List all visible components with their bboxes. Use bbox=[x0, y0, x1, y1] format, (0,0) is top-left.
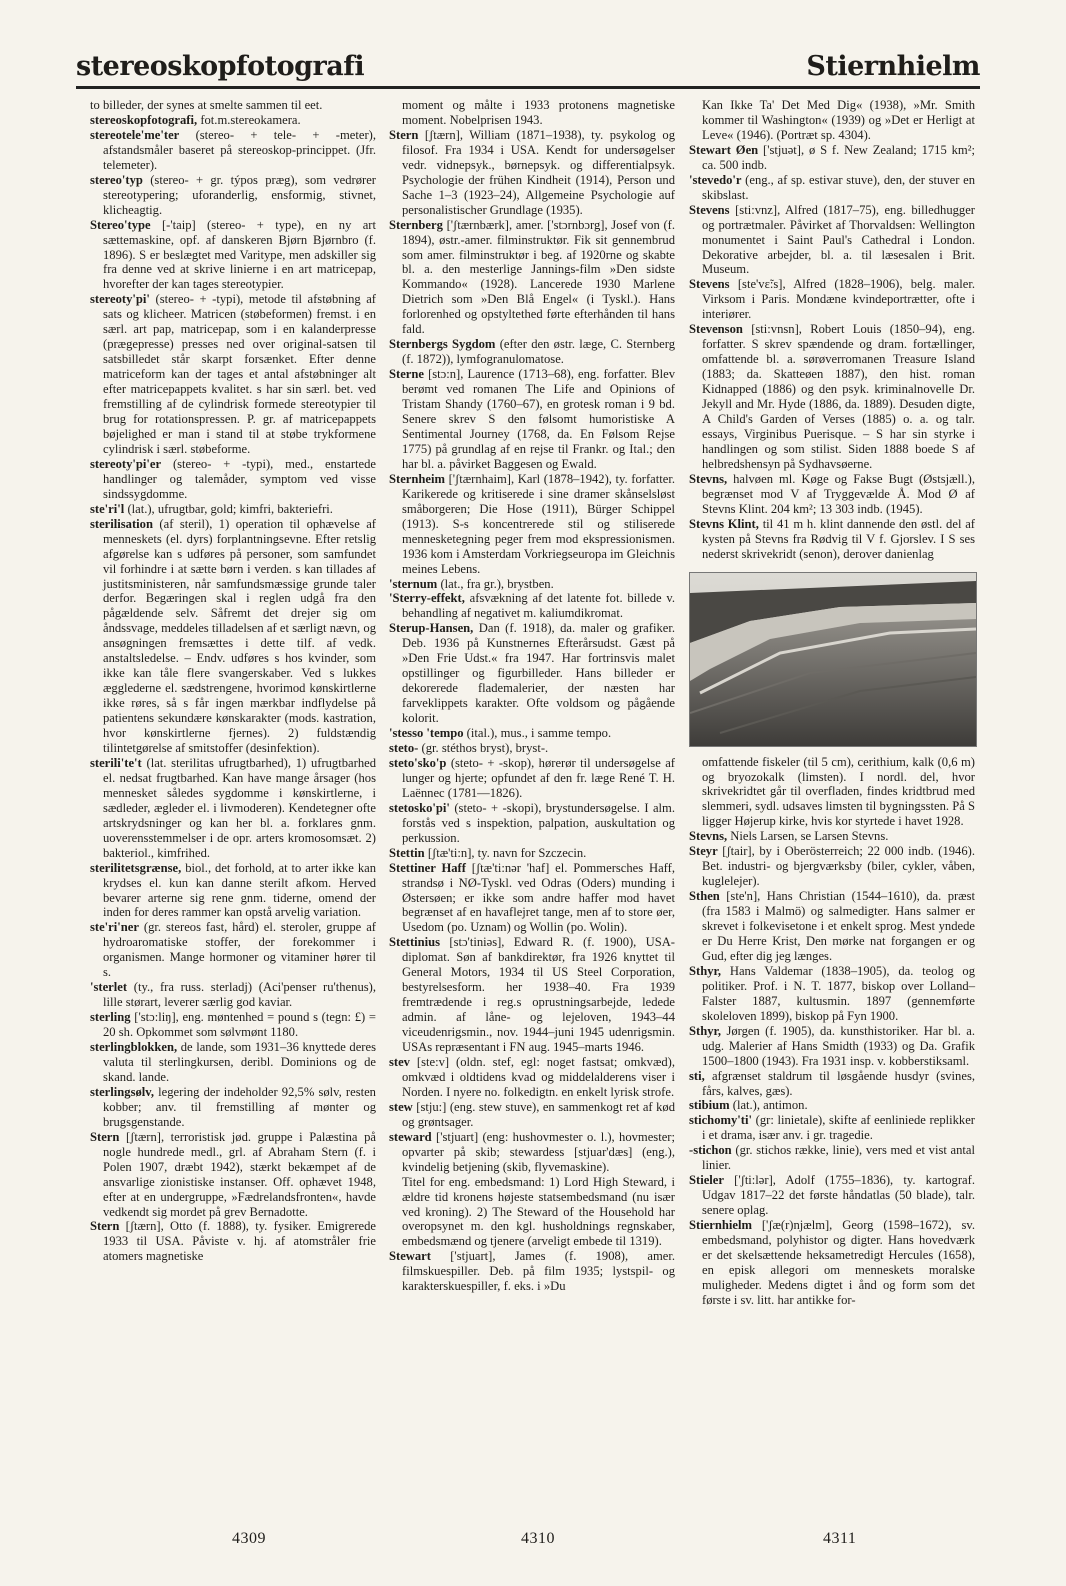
dictionary-entry bbox=[689, 472, 975, 517]
entry-definition: (lat.), ufrugtbar, gold; kimfri, bakteriefri. bbox=[127, 501, 333, 516]
entry-definition: [stɔ'tiniəs], Edward R. (f. 1900), USA-diplomat. Søn af bankdirektør, fra 1926 knyttet til General Motors, 1934 til US Steel Corporation, bestyrelsesform. her 1938–40. Fra 1939 fremtrædende i reg.s oprustningsarbejde, ledede admin. af låne- og lejeloven, 1943–44 viceudenrigsmin., nov. 1944–juni 1945 udenrigsmin. USAs repræsentant i FN aug. 1945–marts 1946. bbox=[402, 935, 675, 1055]
entry-headword: stichomy'ti' bbox=[689, 1113, 752, 1128]
entry-headword: Stevens bbox=[689, 202, 730, 217]
entry-definition: (gr. stéthos bryst), bryst-. bbox=[421, 740, 549, 755]
page-number-3: 4311 bbox=[823, 1530, 857, 1547]
entry-headword: Stieler bbox=[689, 1173, 724, 1188]
dictionary-entry bbox=[389, 741, 675, 756]
page-number-2: 4310 bbox=[521, 1530, 555, 1547]
entry-definition: Titel for eng. embedsmand: 1) Lord High Steward, i ældre tid kronens højeste statsembedsmand (nu især ved kroning). 2) The Steward of the Household har overopsynet m. den kgl. husholdnings regnskaber, embedsmænd og tjenere (arveligt embede til 1319). bbox=[402, 1174, 675, 1249]
entry-headword: stibium bbox=[689, 1098, 730, 1113]
dictionary-entry bbox=[689, 322, 975, 472]
entry-headword: Sterne bbox=[389, 367, 424, 382]
dictionary-entry bbox=[689, 889, 975, 964]
entry-definition: (steto- + -skopi), brystundersøgelse. I alm. forstås ved s inspektion, palpation, auskultation og perkussion. bbox=[402, 800, 675, 845]
dictionary-entry bbox=[689, 277, 975, 322]
entry-headword: stereotele'me'ter bbox=[90, 127, 180, 142]
entry-definition: (gr. stichos række, linie), vers med et vist antal linier. bbox=[702, 1143, 975, 1173]
entry-definition: (stereo- + -typi), metode til afstøbning af sats og klicheer. Matricen (støbeformen) fremst. i en særl. art pap, matricepap, som i en kalanderpresse (prægepresse) presses ned over original-satsen til satsbilledet står skarpt forsænket. Efter denne matriceform kan der tages et antal afstøbninger alt efter matricepappets kvalitet. s har sin særl. bet. ved fremstilling af de cylindrisk formede stereotypier til brug for rotationspressen. P. gr. af matricepappets bøjelighed er man i stand til at støbe trykformene cylindrisk i særl. støbeforme. bbox=[103, 292, 377, 456]
entry-headword: Stettiner Haff bbox=[389, 860, 466, 875]
entry-headword: Stettinius bbox=[389, 935, 441, 950]
entry-definition: to billeder, der synes at smelte sammen til eet. bbox=[90, 98, 323, 112]
entry-headword: sterili'te't bbox=[90, 755, 142, 770]
entry-headword: sterlingblokken, bbox=[90, 1040, 178, 1055]
entry-headword: ste'ri'ner bbox=[90, 920, 139, 935]
dictionary-entry bbox=[90, 1010, 376, 1040]
entry-definition: (lat., fra gr.), brystben. bbox=[440, 576, 554, 591]
entry-headword: 'stesso 'tempo bbox=[389, 726, 464, 741]
entry-definition: (efter den østr. læge, C. Sternberg (f. 1872)), lymfogranulomatose. bbox=[402, 337, 675, 367]
dictionary-entry bbox=[689, 1069, 975, 1099]
entry-definition: fot.m.stereokamera. bbox=[200, 112, 301, 127]
dictionary-entry bbox=[389, 861, 675, 936]
entry-definition: [sti:vnz], Alfred (1817–75), eng. billedhugger og portrætmaler. Påvirket af Thorvaldsen: Wellington monumentet i Saint Paul's Cathedral i London. Dekorative arbejder, bl. a. til læsesalen i Brit. Museum. bbox=[702, 202, 976, 277]
entry-headword: Sthyr, bbox=[689, 963, 722, 978]
dictionary-entry bbox=[90, 457, 376, 502]
entry-definition: afgrænset staldrum til løsgående husdyr (svines, fårs, kalves, gæs). bbox=[702, 1068, 975, 1098]
entry-headword: stereo'typ bbox=[90, 172, 143, 187]
dictionary-entry bbox=[389, 935, 675, 1055]
entry-definition: [ste'n], Hans Christian (1544–1610), da. præst (fra 1583 i Malmö) og salmedigter. Hans salmer er skrevet i folkevisetone i et enkelt sprog. Mest yndede er Du Herre Krist, Den mørke nat forgangen er og Gud, efter dig jeg længes. bbox=[702, 889, 975, 963]
entry-definition: Kan Ikke Ta' Det Med Dig« (1938), »Mr. Smith kommer til Washington« (1939) og »Det er Herligt at Leve« (1946). (Portræt sp. 4304). bbox=[702, 98, 975, 142]
entry-definition: [sti:vnsn], Robert Louis (1850–94), eng. forfatter. S skrev spændende og dram. fortællinger, omfattende bl. a. sørøverromanen Treasure Island (1883; da. Skatteøen 1887), den hist. roman Kidnapped (1886) og den psyk. kriminalnovelle Dr. Jekyll and Mr. Hyde (1886, da. 1889). Desuden digte, A Child's Garden of Verses (1885) o. a. og talr. essays, Virginibus Puerisque. – S har sin styrke i handlingen og som stilist. Siden 1888 boede S af helbredshensyn på Sydhavsøerne. bbox=[702, 322, 975, 471]
dictionary-entry bbox=[90, 98, 376, 113]
entry-headword: stew bbox=[389, 1099, 413, 1114]
dictionary-entry bbox=[90, 218, 376, 293]
entry-definition: (af steril), 1) operation til ophævelse af menneskets (el. dyrs) forplantningsevne. Efter retslig afgørelse kan s udføres på personer, som samfundet vil forhindre i at sætte børn i verden. s kan tillades af justitsministeren, når samfundsmæssige grunde taler derfor. Begæringen skal i reglen udgå fra den pågældende selv. Såfremt det drejer sig om åndssvage, meddeles tilladelsen af et særligt nævn, og ansøgningen fremsættes i dette tilf. af vedk. anstaltsledelse. – Endv. udføres s hos kvinder, som ikke kan tåle flere svangerskaber. Ved s lukkes ægglederne el. sædstrengene, hvorimod kønskirtlerne ikke røres, så s får ingen mærkbar indflydelse på patientens sekundære kønskarakter (mods. kastration, hvor kønskirtlerne fjernes). 2) fuldstændig tilintetgørelse af smitstoffer (desinfektion). bbox=[103, 516, 376, 755]
entry-definition: [ʃtærn], William (1871–1938), ty. psykolog og filosof. Fra 1934 i USA. Kendt for undersøgelser vedr. vidnepsyk., børnepsyk. og differentialpsyk. Psychologie der frühen Kindheit (1914), Person und Sache 1–3 (1923–24), Allgemeine Psychologie auf personalistischer Grundlage (1935). bbox=[402, 127, 675, 217]
entry-headword: Sthyr, bbox=[689, 1023, 722, 1038]
dictionary-entry bbox=[389, 218, 675, 338]
entry-definition: Dan (f. 1918), da. maler og grafiker. Deb. 1936 på Kunstnernes Efterårsudst. Gæst på »Den Frie Udst.« fra 1947. Har fortrinsvis malet opstillinger og figurbilleder. Hans billeder er dekorerede flademalerier, der næsten har farveklippets karakter. Ofte voldsom og pågående kolorit. bbox=[402, 621, 675, 726]
entry-definition: [stɔ:n], Laurence (1713–68), eng. forfatter. Blev berømt ved romanen The Life and Opinions of Tristam Shandy (1760–67), en grotesk roman i 9 bd. Senere skrev S den følsomt humoristiske A Sentimental Journey (1768, da. En Følsom Rejse 1775) på grundlag af en rejse til Frankr. og Ital.; den har bl. a. påvirket Baggesen og Ewald. bbox=[402, 367, 675, 471]
dictionary-entry bbox=[90, 517, 376, 756]
entry-headword: 'Sterry-effekt, bbox=[389, 591, 465, 606]
entry-definition: de lande, som 1931–36 knyttede deres valuta til sterlingkursen, deribl. Dominions og de skand. lande. bbox=[103, 1040, 376, 1084]
entry-definition: [ʃtæ'ti:n], ty. navn for Szczecin. bbox=[427, 845, 587, 860]
entry-definition: (gr. stereos fast, hård) el. steroler, gruppe af hydroaromatiske stoffer, der forekommer i organismen. Mange hormoner og vitaminer hører til s. bbox=[103, 920, 376, 980]
dictionary-entry bbox=[389, 756, 675, 801]
dictionary-entry bbox=[389, 577, 675, 592]
entry-headword: Steyr bbox=[689, 844, 718, 859]
entry-definition: biol., det forhold, at to arter ikke kan krydses el. kun kan danne sterilt afkom. Herved bevarer arterne sig rene gnm. tiderne, omend der inden for deres rammer kan opstå arvelig variation. bbox=[103, 860, 376, 920]
entry-headword: Stewart Øen bbox=[689, 142, 759, 157]
entry-definition: [ʃtair], by i Oberösterreich; 22 000 indb. (1946). Bet. industri- og bjergværksby (biler, cykler, våben, kuglelejer). bbox=[702, 844, 975, 889]
dictionary-entry bbox=[389, 801, 675, 846]
entry-definition: ['stɔ:liŋ], eng. møntenhed = pound s (tegn: £) = 20 sh. Opkommet som sølvmønt 1180. bbox=[103, 1010, 376, 1040]
header-last-entry: Stiernhielm bbox=[806, 51, 980, 82]
entry-headword: sterilitetsgrænse, bbox=[90, 860, 182, 875]
dictionary-entry bbox=[689, 98, 975, 143]
entry-definition: (gr: linietale), skifte af eenliniede replikker i et drama, især anv. i gr. tragedie. bbox=[702, 1113, 975, 1143]
entry-headword: Stern bbox=[389, 127, 419, 142]
dictionary-entry bbox=[389, 1100, 675, 1130]
dictionary-entry bbox=[689, 964, 975, 1024]
entry-headword: Stern bbox=[90, 1219, 120, 1234]
entry-definition: [ʃtæ'ti:nər 'haf] el. Pommersches Haff, strandsø i NØ-Tyskl. ved Odras (Oders) munding i Østersøen; er ikke som andre haffer mod havet begrænset af en havaflejret tange, men af to store øer, Usedom (po. Uznam) og Wollin (po. Wolin). bbox=[402, 860, 675, 935]
entry-headword: Sthen bbox=[689, 889, 720, 904]
dictionary-entry bbox=[689, 1024, 975, 1069]
entry-definition: omfattende fiskeler (til 5 cm), cerithium, kalk (0,6 m) og bryozokalk (limsten). I nordl. del, hvor skrivekridtet går til overfladen, findes kridtbrud med slemmeri, sydl. udsaves limsten til bygningssten. På S ligger Højerup kirke, hvis kor styrtede i havet 1928. bbox=[702, 754, 975, 829]
dictionary-entry bbox=[90, 861, 376, 921]
entry-headword: Stereo'type bbox=[90, 217, 151, 232]
dictionary-entry bbox=[689, 1098, 975, 1113]
stevns-klint-photo bbox=[689, 572, 977, 747]
dictionary-entry bbox=[389, 1175, 675, 1250]
entry-headword: -stichon bbox=[689, 1143, 732, 1158]
entry-definition: [ste'vɛ̃:s], Alfred (1828–1906), belg. maler. Virksom i Paris. Mondæne kvindeportrætter, ofte i interiører. bbox=[702, 277, 975, 322]
entry-headword: sti, bbox=[689, 1068, 705, 1083]
entry-definition: [ʃtærn], terroristisk jød. gruppe i Palæstina på nogle hundrede medl., grl. af Abraham Stern (f. i Polen 1907, dræbt 1942), stærkt bekæmpet af de ansvarlige zionistiske instanser. Off. ophævet 1948, efter at en undergruppe, »Fædrelandsfronten«, havde vedkendt sig mordet på grev Bernadotte. bbox=[103, 1129, 376, 1219]
entry-headword: Stern bbox=[90, 1129, 120, 1144]
dictionary-entry bbox=[90, 980, 376, 1010]
entry-headword: 'stevedo'r bbox=[689, 172, 742, 187]
dictionary-entry bbox=[689, 844, 975, 889]
entry-headword: Stiernhielm bbox=[689, 1218, 752, 1233]
dictionary-entry bbox=[689, 1218, 975, 1308]
entry-definition: (steto- + -skop), hørerør til undersøgelse af lunger og hjerte; opfundet af den fr. læge René T. H. Laënnec (1781—1826). bbox=[402, 755, 675, 800]
entry-headword: stev bbox=[389, 1055, 410, 1069]
entry-definition: ['ʃæ(r)njælm], Georg (1598–1672), sv. embedsmand, polyhistor og digter. Hans hovedværk er det skelsættende heksametredigt Hercules (1658), en episk allegori om menneskets moralske muligheder. Medens digtet i ånd og form som det første i sv. litt. har antikke for- bbox=[702, 1218, 975, 1307]
entry-definition: ['stjuət], ø S f. New Zealand; 1715 km²; ca. 500 indb. bbox=[702, 142, 975, 172]
entry-headword: sterlingsølv, bbox=[90, 1084, 155, 1099]
dictionary-entry bbox=[90, 1219, 376, 1264]
dictionary-entry bbox=[389, 1249, 675, 1294]
dictionary-entry bbox=[90, 920, 376, 980]
dictionary-entry bbox=[90, 756, 376, 861]
dictionary-entry bbox=[689, 755, 975, 830]
dictionary-entry bbox=[389, 472, 675, 577]
dictionary-entry bbox=[90, 1085, 376, 1130]
entry-definition: [ʃtærn], Otto (f. 1888), ty. fysiker. Emigrerede 1933 til USA. Påviste v. hj. af atomstråler frie atomers magnetiske bbox=[103, 1219, 376, 1264]
entry-headword: Stevens bbox=[689, 277, 730, 292]
dictionary-entry bbox=[689, 517, 975, 562]
entry-definition: (eng., af sp. estivar stuve), den, der stuver en skibslast. bbox=[702, 172, 975, 202]
header-first-entry: stereoskopfotografi bbox=[76, 51, 365, 82]
dictionary-entry bbox=[389, 337, 675, 367]
dictionary-entry bbox=[689, 829, 975, 844]
entry-definition: til 41 m h. klint dannende den østl. del af kysten på Stevns fra Rødvig til V f. Gjorslev. I S ses nederst skrivekridt (senon), derover danienlag bbox=[702, 516, 975, 561]
entry-definition: afsvækning af det latente fot. billede v. behandling af negativet m. kaliumdikromat. bbox=[402, 591, 675, 621]
entry-definition: [stju:] (eng. stew stuve), en sammenkogt ret af kød og grøntsager. bbox=[402, 1099, 675, 1129]
entry-headword: 'sternum bbox=[389, 576, 438, 591]
entry-headword: Stevns Klint, bbox=[689, 516, 759, 531]
dictionary-entry bbox=[689, 1173, 975, 1218]
entry-definition: (ital.), mus., i samme tempo. bbox=[466, 726, 612, 741]
dictionary-entry bbox=[389, 846, 675, 861]
dictionary-entry bbox=[90, 113, 376, 128]
dictionary-entry bbox=[389, 726, 675, 741]
entry-definition: ['ʃtærnhaim], Karl (1878–1942), ty. forfatter. Karikerede og kritiserede i sine dramer skånselsløst småborgeren; Die Hose (1911), Bürger Schippel (1913). S-s koncentrerede stil og stiliserede mennesketegning peger frem mod ekspressionismen. 1936 kom i Amsterdam Vorkriegseuropa im Gleichnis meines Lebens. bbox=[402, 471, 675, 576]
column-1 bbox=[90, 98, 376, 1264]
entry-headword: stetosko'pi' bbox=[389, 800, 450, 815]
entry-headword: ste'ri'l bbox=[90, 501, 125, 516]
column-3-bottom bbox=[689, 755, 975, 1308]
dictionary-entry bbox=[689, 1143, 975, 1173]
entry-definition: Jørgen (f. 1905), da. kunsthistoriker. Har bl. a. udg. Malerier af Hans Smidth (1933) og Da. Grafik 1500–1800 (1943). Fra 1931 insp. v. kobberstiksaml. bbox=[702, 1023, 975, 1068]
entry-headword: Stevenson bbox=[689, 322, 743, 337]
entry-definition: legering der indeholder 92,5% sølv, resten kobber; anv. til fremstilling af mønter og brugsgenstande. bbox=[103, 1084, 376, 1129]
dictionary-entry bbox=[389, 98, 675, 128]
entry-headword: steto'sko'p bbox=[389, 755, 447, 770]
dictionary-entry bbox=[90, 1130, 376, 1220]
entry-definition: [-'taip] (stereo- + type), en ny art sættemaskine, opf. af danskeren Bjørn Bjørnbro (f. 1896). S er beslægtet med Varitype, men adskiller sig fra denne ved at skrive linierne i en art matricepap, hvorefter der kan tages stereotypier. bbox=[103, 217, 376, 292]
entry-headword: stereoty'pi' bbox=[90, 292, 150, 307]
dictionary-entry bbox=[689, 143, 975, 173]
entry-definition: ['ʃtærnbærk], amer. ['stɔrnbɔrg], Josef von (f. 1894), østr.-amer. filminstruktør. Fik sit gennembrud som amer. filminstruktør i beg. af 1920rne og skabte bl. a. den mesterlige Jannings-film »Den sidste Kommando« (1928). Lancerede 1930 Marlene Dietrich som »Den Blå Engel« (i Tyskl.). Hans forlorenhed og opstyltethed førte efterhånden til hans fald. bbox=[402, 217, 675, 337]
entry-definition: halvøen ml. Køge og Fakse Bugt (Østsjæll.), begrænset mod V af Tryggevælde Å. Mod Ø af Stevns Klint. 204 km²; 13 303 indb. (1945). bbox=[702, 471, 975, 516]
dictionary-entry bbox=[389, 367, 675, 472]
entry-definition: (stereo- + gr. týpos præg), som vedrører stereotypering; uforanderlig, ensformig, stivnet, klicheagtig. bbox=[103, 172, 376, 217]
dictionary-entry bbox=[689, 203, 975, 278]
entry-definition: Hans Valdemar (1838–1905), da. teolog og politiker. Prof. i N. T. 1877, biskop over Lolland–Falster 1887, kultusmin. 1897 (gennemførte skoleloven 1899), biskop på Fyn 1900. bbox=[702, 963, 975, 1023]
running-header bbox=[76, 40, 980, 89]
entry-headword: Stewart bbox=[389, 1249, 431, 1264]
entry-definition: [ste:v] (oldn. stef, egl: noget fastsat; omkvæd), omkvæd i oldtidens kvad og middelalderens viser i Norden. I nyere no. folkedigtn. en enkelt lyrisk strofe. bbox=[402, 1055, 675, 1099]
entry-headword: sterilisation bbox=[90, 516, 153, 531]
entry-headword: Sternbergs Sygdom bbox=[389, 337, 496, 352]
column-3-top bbox=[689, 98, 975, 562]
entry-definition: (stereo- + tele- + -meter), afstandsmåler baseret på stereoskop-princippet. (Jfr. telemeter). bbox=[103, 127, 376, 172]
dictionary-entry bbox=[90, 128, 376, 173]
entry-headword: sterling bbox=[90, 1010, 131, 1025]
dictionary-entry bbox=[389, 1055, 675, 1100]
dictionary-entry bbox=[90, 1040, 376, 1085]
entry-headword: stereoty'pi'er bbox=[90, 456, 162, 471]
entry-headword: 'sterlet bbox=[90, 980, 128, 995]
entry-headword: steto- bbox=[389, 740, 419, 755]
dictionary-entry bbox=[689, 173, 975, 203]
entry-definition: ['stjuart], James (f. 1908), amer. filmskuespiller. Deb. på film 1935; lystspil- og karakterskuespiller, f. eks. i »Du bbox=[402, 1249, 676, 1294]
entry-headword: Stettin bbox=[389, 845, 425, 860]
entry-headword: Sternberg bbox=[389, 217, 443, 232]
entry-headword: Stevns, bbox=[689, 829, 728, 844]
entry-headword: Sternheim bbox=[389, 471, 445, 486]
entry-definition: ['ʃti:lər], Adolf (1755–1836), ty. kartograf. Udgav 1817–22 det første håndatlas (50 blade), talr. senere oplag. bbox=[702, 1173, 975, 1218]
dictionary-entry bbox=[90, 502, 376, 517]
entry-definition: Niels Larsen, se Larsen Stevns. bbox=[730, 829, 889, 844]
dictionary-entry bbox=[389, 1130, 675, 1175]
entry-definition: ['stjuart] (eng: hushovmester o. l.), hovmester; opvarter på skib; stewardess [stjuar'dæs] (eng.), kvindelig betjening (skib, flyvemaskine). bbox=[402, 1129, 675, 1174]
entry-definition: moment og målte i 1933 protonens magnetiske moment. Nobelprisen 1943. bbox=[402, 98, 675, 127]
entry-headword: Sterup-Hansen, bbox=[389, 621, 474, 636]
entry-definition: (stereo- + -typi), med., enstartede handlinger og talemåder, symptom ved visse sindssygdomme. bbox=[103, 456, 376, 501]
dictionary-entry bbox=[90, 173, 376, 218]
entry-definition: (ty., fra russ. sterladj) (Aci'penser ru'thenus), lille størart, leverer særlig god kaviar. bbox=[103, 980, 376, 1010]
dictionary-entry bbox=[389, 591, 675, 621]
column-2 bbox=[389, 98, 675, 1294]
dictionary-entry bbox=[389, 621, 675, 726]
dictionary-entry bbox=[689, 1113, 975, 1143]
entry-headword: steward bbox=[389, 1129, 432, 1144]
entry-headword: Stevns, bbox=[689, 471, 728, 486]
dictionary-entry bbox=[90, 292, 376, 456]
column-3 bbox=[689, 98, 975, 1308]
entry-definition: (lat. sterilitas ufrugtbarhed), 1) ufrugtbarhed el. nedsat frugtbarhed. Kan have mange årsager (hos mennesket således sygdomme i kønskirtlerne, i sædleder, ægleder el. i livmoderen). Kendetegner ofte artskrydsninger og kan her bl. a. forklares gnm. uoverensstemmelser i de opr. arters kromosomsæt. 2) bakteriol., kimfrihed. bbox=[103, 755, 376, 860]
entry-headword: stereoskopfotografi, bbox=[90, 112, 198, 127]
page-number-1: 4309 bbox=[232, 1530, 266, 1547]
entry-definition: (lat.), antimon. bbox=[732, 1098, 808, 1113]
dictionary-entry bbox=[389, 128, 675, 218]
